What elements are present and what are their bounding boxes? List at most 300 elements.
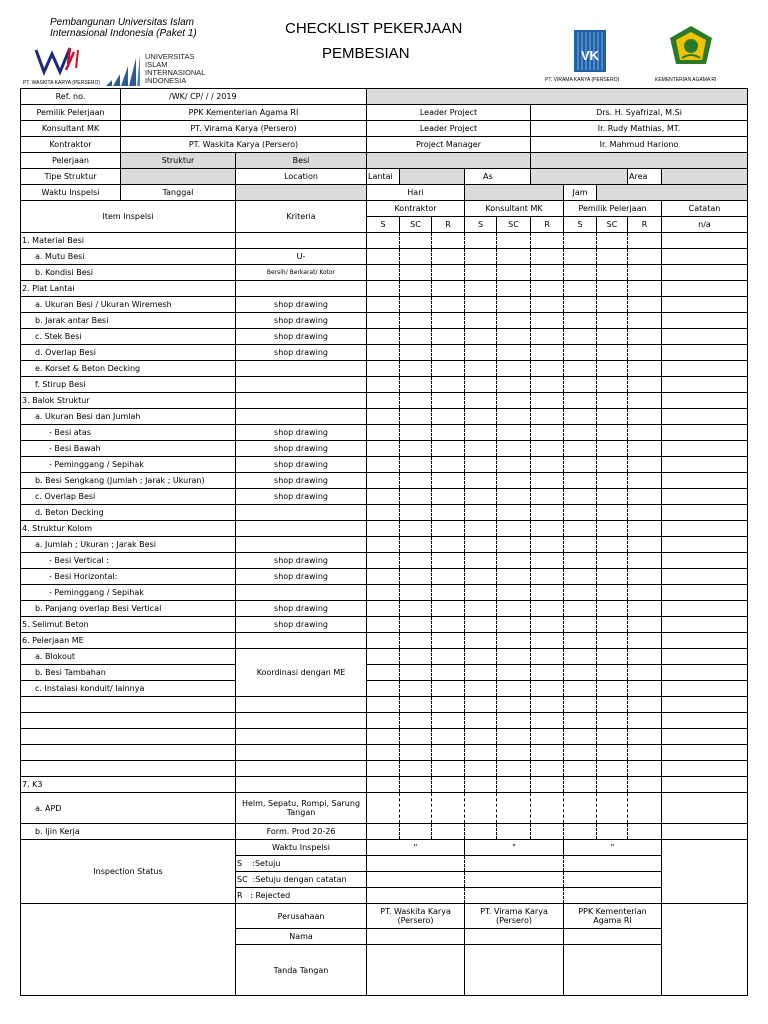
check-cell[interactable]	[597, 233, 628, 249]
check-cell[interactable]	[432, 393, 465, 409]
check-cell[interactable]	[597, 537, 628, 553]
check-cell[interactable]	[597, 457, 628, 473]
catatan-cell[interactable]	[662, 457, 748, 473]
check-cell[interactable]	[531, 297, 564, 313]
check-cell[interactable]	[465, 441, 497, 457]
check-cell[interactable]	[367, 617, 400, 633]
check-cell[interactable]	[597, 569, 628, 585]
status-cell[interactable]	[367, 872, 465, 888]
check-cell[interactable]	[531, 681, 564, 697]
check-cell[interactable]	[597, 745, 628, 761]
check-cell[interactable]	[531, 617, 564, 633]
check-cell[interactable]	[432, 281, 465, 297]
check-cell[interactable]	[564, 521, 597, 537]
catatan-cell[interactable]	[662, 585, 748, 601]
check-cell[interactable]	[497, 329, 531, 345]
check-cell[interactable]	[564, 361, 597, 377]
check-cell[interactable]	[367, 265, 400, 281]
check-cell[interactable]	[564, 777, 597, 793]
check-cell[interactable]	[497, 649, 531, 665]
check-cell[interactable]	[400, 409, 432, 425]
check-cell[interactable]	[432, 313, 465, 329]
check-cell[interactable]	[400, 297, 432, 313]
catatan-cell[interactable]	[662, 713, 748, 729]
catatan-cell[interactable]	[662, 409, 748, 425]
check-cell[interactable]	[367, 665, 400, 681]
check-cell[interactable]	[432, 537, 465, 553]
catatan-cell[interactable]	[662, 377, 748, 393]
check-cell[interactable]	[367, 233, 400, 249]
check-cell[interactable]	[628, 425, 662, 441]
check-cell[interactable]	[497, 585, 531, 601]
jam-value[interactable]	[597, 185, 748, 201]
check-cell[interactable]	[400, 489, 432, 505]
check-cell[interactable]	[497, 393, 531, 409]
check-cell[interactable]	[531, 713, 564, 729]
check-cell[interactable]	[367, 489, 400, 505]
check-cell[interactable]	[597, 297, 628, 313]
check-cell[interactable]	[367, 457, 400, 473]
check-cell[interactable]	[400, 361, 432, 377]
check-cell[interactable]	[400, 665, 432, 681]
catatan-cell[interactable]	[662, 553, 748, 569]
catatan-cell[interactable]	[662, 345, 748, 361]
check-cell[interactable]	[564, 457, 597, 473]
check-cell[interactable]	[400, 681, 432, 697]
check-cell[interactable]	[400, 537, 432, 553]
status-cell[interactable]	[465, 888, 564, 904]
check-cell[interactable]	[432, 345, 465, 361]
status-cell[interactable]	[564, 872, 662, 888]
check-cell[interactable]	[497, 697, 531, 713]
check-cell[interactable]	[497, 521, 531, 537]
check-cell[interactable]	[497, 233, 531, 249]
check-cell[interactable]	[564, 265, 597, 281]
check-cell[interactable]	[400, 601, 432, 617]
check-cell[interactable]	[628, 457, 662, 473]
signature-cell[interactable]	[564, 945, 662, 996]
check-cell[interactable]	[597, 633, 628, 649]
check-cell[interactable]	[628, 393, 662, 409]
check-cell[interactable]	[465, 585, 497, 601]
check-cell[interactable]	[628, 377, 662, 393]
check-cell[interactable]	[400, 617, 432, 633]
check-cell[interactable]	[564, 409, 597, 425]
check-cell[interactable]	[497, 409, 531, 425]
check-cell[interactable]	[367, 824, 400, 840]
check-cell[interactable]	[465, 297, 497, 313]
signature-cell[interactable]	[465, 945, 564, 996]
catatan-cell[interactable]	[662, 537, 748, 553]
catatan-cell[interactable]	[662, 649, 748, 665]
status-cell[interactable]	[367, 888, 465, 904]
catatan-cell[interactable]	[662, 793, 748, 824]
check-cell[interactable]	[597, 617, 628, 633]
check-cell[interactable]	[465, 425, 497, 441]
check-cell[interactable]	[400, 441, 432, 457]
catatan-cell[interactable]	[662, 281, 748, 297]
check-cell[interactable]	[497, 345, 531, 361]
catatan-cell[interactable]	[662, 489, 748, 505]
check-cell[interactable]	[497, 537, 531, 553]
check-cell[interactable]	[628, 249, 662, 265]
catatan-cell[interactable]	[662, 729, 748, 745]
check-cell[interactable]	[400, 697, 432, 713]
catatan-cell[interactable]	[662, 425, 748, 441]
check-cell[interactable]	[432, 233, 465, 249]
check-cell[interactable]	[432, 649, 465, 665]
check-cell[interactable]	[564, 649, 597, 665]
check-cell[interactable]	[465, 793, 497, 824]
check-cell[interactable]	[597, 473, 628, 489]
check-cell[interactable]	[531, 441, 564, 457]
check-cell[interactable]	[400, 553, 432, 569]
check-cell[interactable]	[564, 425, 597, 441]
check-cell[interactable]	[597, 665, 628, 681]
check-cell[interactable]	[432, 729, 465, 745]
check-cell[interactable]	[564, 377, 597, 393]
check-cell[interactable]	[628, 521, 662, 537]
check-cell[interactable]	[400, 249, 432, 265]
check-cell[interactable]	[497, 553, 531, 569]
catatan-cell[interactable]	[662, 777, 748, 793]
check-cell[interactable]	[597, 265, 628, 281]
check-cell[interactable]	[564, 665, 597, 681]
check-cell[interactable]	[497, 425, 531, 441]
check-cell[interactable]	[531, 249, 564, 265]
lantai-value[interactable]	[400, 169, 465, 185]
check-cell[interactable]	[432, 505, 465, 521]
catatan-cell[interactable]	[662, 441, 748, 457]
check-cell[interactable]	[367, 601, 400, 617]
check-cell[interactable]	[432, 697, 465, 713]
check-cell[interactable]	[367, 745, 400, 761]
check-cell[interactable]	[367, 473, 400, 489]
check-cell[interactable]	[465, 505, 497, 521]
check-cell[interactable]	[531, 393, 564, 409]
check-cell[interactable]	[432, 489, 465, 505]
check-cell[interactable]	[531, 585, 564, 601]
check-cell[interactable]	[531, 425, 564, 441]
check-cell[interactable]	[400, 633, 432, 649]
check-cell[interactable]	[465, 249, 497, 265]
check-cell[interactable]	[628, 665, 662, 681]
check-cell[interactable]	[400, 425, 432, 441]
check-cell[interactable]	[465, 665, 497, 681]
check-cell[interactable]	[531, 777, 564, 793]
check-cell[interactable]	[367, 249, 400, 265]
check-cell[interactable]	[367, 633, 400, 649]
catatan-cell[interactable]	[662, 601, 748, 617]
check-cell[interactable]	[531, 265, 564, 281]
check-cell[interactable]	[497, 745, 531, 761]
check-cell[interactable]	[432, 761, 465, 777]
check-cell[interactable]	[628, 313, 662, 329]
check-cell[interactable]	[564, 761, 597, 777]
check-cell[interactable]	[564, 489, 597, 505]
check-cell[interactable]	[597, 425, 628, 441]
check-cell[interactable]	[597, 793, 628, 824]
check-cell[interactable]	[497, 569, 531, 585]
signature-cell[interactable]	[367, 945, 465, 996]
check-cell[interactable]	[628, 617, 662, 633]
catatan-cell[interactable]	[662, 617, 748, 633]
check-cell[interactable]	[531, 665, 564, 681]
check-cell[interactable]	[628, 745, 662, 761]
check-cell[interactable]	[400, 281, 432, 297]
check-cell[interactable]	[367, 649, 400, 665]
check-cell[interactable]	[597, 585, 628, 601]
status-cell[interactable]	[564, 856, 662, 872]
check-cell[interactable]	[367, 313, 400, 329]
check-cell[interactable]	[597, 777, 628, 793]
check-cell[interactable]	[597, 377, 628, 393]
check-cell[interactable]	[497, 505, 531, 521]
check-cell[interactable]	[597, 601, 628, 617]
check-cell[interactable]	[400, 649, 432, 665]
check-cell[interactable]	[597, 249, 628, 265]
check-cell[interactable]	[531, 329, 564, 345]
check-cell[interactable]	[432, 521, 465, 537]
check-cell[interactable]	[400, 393, 432, 409]
check-cell[interactable]	[465, 265, 497, 281]
check-cell[interactable]	[564, 745, 597, 761]
check-cell[interactable]	[597, 361, 628, 377]
catatan-cell[interactable]	[662, 761, 748, 777]
area-value[interactable]	[662, 169, 748, 185]
check-cell[interactable]	[597, 713, 628, 729]
check-cell[interactable]	[497, 249, 531, 265]
check-cell[interactable]	[597, 441, 628, 457]
check-cell[interactable]	[465, 521, 497, 537]
check-cell[interactable]	[497, 313, 531, 329]
check-cell[interactable]	[400, 824, 432, 840]
check-cell[interactable]	[465, 329, 497, 345]
check-cell[interactable]	[628, 473, 662, 489]
check-cell[interactable]	[531, 537, 564, 553]
check-cell[interactable]	[367, 761, 400, 777]
check-cell[interactable]	[597, 649, 628, 665]
check-cell[interactable]	[564, 585, 597, 601]
check-cell[interactable]	[432, 457, 465, 473]
check-cell[interactable]	[497, 441, 531, 457]
check-cell[interactable]	[564, 233, 597, 249]
check-cell[interactable]	[400, 585, 432, 601]
check-cell[interactable]	[531, 793, 564, 824]
check-cell[interactable]	[628, 601, 662, 617]
check-cell[interactable]	[400, 793, 432, 824]
check-cell[interactable]	[465, 729, 497, 745]
check-cell[interactable]	[367, 297, 400, 313]
check-cell[interactable]	[367, 537, 400, 553]
check-cell[interactable]	[432, 617, 465, 633]
check-cell[interactable]	[531, 521, 564, 537]
check-cell[interactable]	[531, 345, 564, 361]
check-cell[interactable]	[432, 601, 465, 617]
check-cell[interactable]	[564, 505, 597, 521]
check-cell[interactable]	[628, 681, 662, 697]
check-cell[interactable]	[531, 473, 564, 489]
catatan-cell[interactable]	[662, 521, 748, 537]
catatan-cell[interactable]	[662, 697, 748, 713]
check-cell[interactable]	[465, 457, 497, 473]
check-cell[interactable]	[597, 281, 628, 297]
check-cell[interactable]	[400, 505, 432, 521]
check-cell[interactable]	[531, 313, 564, 329]
check-cell[interactable]	[564, 824, 597, 840]
check-cell[interactable]	[465, 409, 497, 425]
check-cell[interactable]	[497, 633, 531, 649]
check-cell[interactable]	[465, 761, 497, 777]
check-cell[interactable]	[497, 457, 531, 473]
check-cell[interactable]	[367, 713, 400, 729]
check-cell[interactable]	[367, 553, 400, 569]
check-cell[interactable]	[628, 697, 662, 713]
check-cell[interactable]	[497, 617, 531, 633]
check-cell[interactable]	[465, 281, 497, 297]
check-cell[interactable]	[432, 329, 465, 345]
check-cell[interactable]	[497, 713, 531, 729]
check-cell[interactable]	[497, 665, 531, 681]
check-cell[interactable]	[400, 345, 432, 361]
check-cell[interactable]	[531, 745, 564, 761]
check-cell[interactable]	[628, 761, 662, 777]
check-cell[interactable]	[628, 777, 662, 793]
signoff-nama-cell[interactable]	[367, 929, 465, 945]
check-cell[interactable]	[628, 281, 662, 297]
check-cell[interactable]	[400, 265, 432, 281]
catatan-cell[interactable]	[662, 265, 748, 281]
check-cell[interactable]	[564, 617, 597, 633]
check-cell[interactable]	[367, 585, 400, 601]
check-cell[interactable]	[564, 329, 597, 345]
check-cell[interactable]	[432, 377, 465, 393]
check-cell[interactable]	[465, 569, 497, 585]
tanggal-value[interactable]	[236, 185, 367, 201]
signoff-nama-cell[interactable]	[465, 929, 564, 945]
check-cell[interactable]	[400, 777, 432, 793]
check-cell[interactable]	[367, 521, 400, 537]
check-cell[interactable]	[564, 313, 597, 329]
check-cell[interactable]	[597, 409, 628, 425]
check-cell[interactable]	[432, 681, 465, 697]
check-cell[interactable]	[564, 729, 597, 745]
check-cell[interactable]	[497, 681, 531, 697]
check-cell[interactable]	[497, 777, 531, 793]
check-cell[interactable]	[367, 793, 400, 824]
check-cell[interactable]	[367, 425, 400, 441]
check-cell[interactable]	[497, 761, 531, 777]
check-cell[interactable]	[497, 281, 531, 297]
check-cell[interactable]	[497, 265, 531, 281]
check-cell[interactable]	[597, 313, 628, 329]
check-cell[interactable]	[564, 281, 597, 297]
status-cell[interactable]	[564, 888, 662, 904]
check-cell[interactable]	[465, 345, 497, 361]
check-cell[interactable]	[628, 649, 662, 665]
hari-value[interactable]	[465, 185, 564, 201]
check-cell[interactable]	[597, 489, 628, 505]
check-cell[interactable]	[367, 329, 400, 345]
check-cell[interactable]	[465, 745, 497, 761]
check-cell[interactable]	[564, 713, 597, 729]
check-cell[interactable]	[465, 537, 497, 553]
check-cell[interactable]	[497, 489, 531, 505]
check-cell[interactable]	[497, 729, 531, 745]
check-cell[interactable]	[400, 233, 432, 249]
check-cell[interactable]	[465, 649, 497, 665]
catatan-cell[interactable]	[662, 249, 748, 265]
check-cell[interactable]	[531, 377, 564, 393]
catatan-cell[interactable]	[662, 633, 748, 649]
check-cell[interactable]	[367, 505, 400, 521]
check-cell[interactable]	[531, 633, 564, 649]
check-cell[interactable]	[564, 601, 597, 617]
check-cell[interactable]	[497, 601, 531, 617]
check-cell[interactable]	[465, 313, 497, 329]
check-cell[interactable]	[597, 761, 628, 777]
check-cell[interactable]	[531, 457, 564, 473]
check-cell[interactable]	[465, 489, 497, 505]
check-cell[interactable]	[628, 441, 662, 457]
check-cell[interactable]	[497, 473, 531, 489]
check-cell[interactable]	[564, 345, 597, 361]
check-cell[interactable]	[465, 697, 497, 713]
check-cell[interactable]	[432, 665, 465, 681]
check-cell[interactable]	[628, 553, 662, 569]
check-cell[interactable]	[597, 393, 628, 409]
check-cell[interactable]	[367, 729, 400, 745]
check-cell[interactable]	[367, 697, 400, 713]
catatan-cell[interactable]	[662, 681, 748, 697]
check-cell[interactable]	[564, 249, 597, 265]
catatan-cell[interactable]	[662, 569, 748, 585]
check-cell[interactable]	[597, 681, 628, 697]
check-cell[interactable]	[400, 313, 432, 329]
check-cell[interactable]	[465, 681, 497, 697]
check-cell[interactable]	[628, 409, 662, 425]
check-cell[interactable]	[597, 505, 628, 521]
check-cell[interactable]	[432, 585, 465, 601]
check-cell[interactable]	[497, 361, 531, 377]
check-cell[interactable]	[432, 777, 465, 793]
check-cell[interactable]	[531, 233, 564, 249]
check-cell[interactable]	[465, 777, 497, 793]
check-cell[interactable]	[465, 393, 497, 409]
catatan-cell[interactable]	[662, 361, 748, 377]
check-cell[interactable]	[400, 729, 432, 745]
check-cell[interactable]	[564, 697, 597, 713]
check-cell[interactable]	[465, 553, 497, 569]
check-cell[interactable]	[564, 793, 597, 824]
check-cell[interactable]	[465, 377, 497, 393]
check-cell[interactable]	[564, 537, 597, 553]
check-cell[interactable]	[367, 441, 400, 457]
check-cell[interactable]	[564, 553, 597, 569]
check-cell[interactable]	[432, 441, 465, 457]
check-cell[interactable]	[531, 824, 564, 840]
catatan-cell[interactable]	[662, 824, 748, 840]
check-cell[interactable]	[497, 824, 531, 840]
check-cell[interactable]	[432, 713, 465, 729]
check-cell[interactable]	[531, 409, 564, 425]
check-cell[interactable]	[465, 601, 497, 617]
check-cell[interactable]	[628, 265, 662, 281]
check-cell[interactable]	[497, 793, 531, 824]
status-cell[interactable]	[465, 856, 564, 872]
check-cell[interactable]	[628, 585, 662, 601]
check-cell[interactable]	[531, 489, 564, 505]
